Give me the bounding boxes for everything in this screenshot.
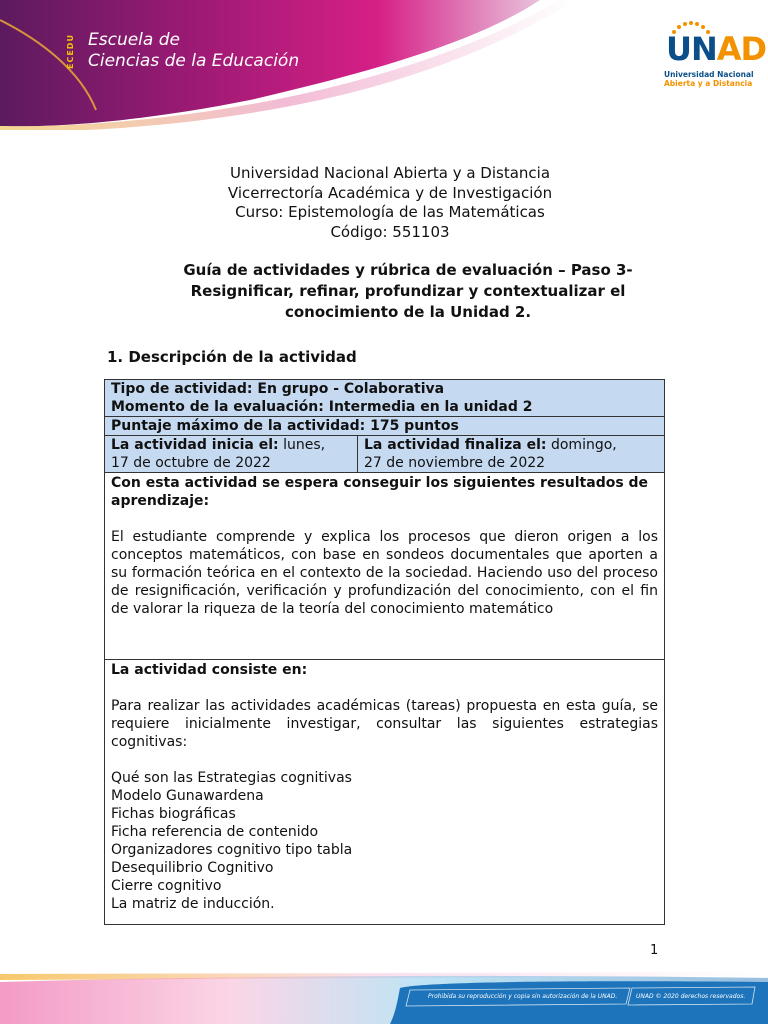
activity-type: Tipo de actividad: En grupo - Colaborativa: [111, 381, 445, 397]
start-date-cell: [105, 436, 358, 473]
course-code: Código: 551103: [330, 222, 450, 241]
guide-title: [168, 260, 648, 323]
learning-results-heading: Con esta actividad se espera conseguir los siguientes resultados de aprendizaje:: [111, 475, 649, 509]
learning-results-cell: [105, 473, 665, 660]
activity-consists-heading: La actividad consiste en:: [111, 662, 308, 678]
activity-table: [104, 379, 665, 925]
list-item: La matriz de inducción.: [111, 896, 275, 912]
guide-title-line3: conocimiento de la Unidad 2.: [284, 303, 532, 321]
footer-rights-notice: UNAD © 2020 derechos reservados.: [636, 993, 746, 1000]
logo-sub-line2: Abierta y a Distancia: [664, 79, 753, 88]
logo-sub-line1: Universidad Nacional: [664, 70, 754, 79]
ecedu-mark: ECEDU: [66, 34, 75, 70]
activity-type-cell: [105, 380, 665, 417]
page-footer: [0, 968, 768, 1024]
evaluation-moment: Momento de la evaluación: Intermedia en la unidad 2: [111, 399, 533, 415]
logo-word-ad: AD: [716, 30, 767, 68]
start-day: lunes,: [278, 437, 326, 453]
list-item: Qué son las Estrategias cognitivas: [111, 770, 352, 786]
vicerrectoria: Vicerrectoría Académica y de Investigación: [227, 183, 553, 202]
course-name: Curso: Epistemología de las Matemáticas: [235, 203, 545, 221]
page-number: 1: [650, 943, 659, 958]
section-heading: 1. Descripción de la actividad: [107, 348, 357, 366]
activity-consists-intro: Para realizar las actividades académicas (tareas) propuesta en esta guía, se requiere inicialmente investigar, consultar las siguientes estrategias cognitivas:: [111, 698, 658, 750]
logo-word-un: UN: [666, 30, 717, 68]
page-header: [0, 0, 768, 130]
unad-logo: [660, 18, 767, 98]
document-title: [120, 164, 660, 242]
guide-title-line1: Guía de actividades y rúbrica de evaluación – Paso 3-: [183, 261, 633, 279]
table-row: [105, 660, 665, 925]
unad-logo-subtitle: [664, 70, 754, 88]
end-label: La actividad finaliza el:: [364, 437, 547, 453]
table-row: [105, 380, 665, 417]
list-item: Modelo Gunawardena: [111, 788, 264, 804]
university-name: Universidad Nacional Abierta y a Distancia: [229, 164, 551, 182]
learning-results-text: El estudiante comprende y explica los procesos que dieron origen a los conceptos matemáticos, con base en sondeos documentales que aporten a su formación teórica en el contexto de la sociedad. Haciendo uso del proceso de resignificación, verificación y profundización del conocimiento, con el fin de valorar la riqueza de la teoría del conocimiento matemático: [111, 529, 658, 617]
end-day: domingo,: [546, 437, 617, 453]
school-name-line1: Escuela de: [88, 30, 180, 50]
footer-copyright-notice: Prohibida su reproducción y copia sin autorización de la UNAD.: [428, 993, 618, 1000]
school-name: [88, 30, 299, 72]
table-row: [105, 417, 665, 436]
school-name-line2: Ciencias de la Educación: [88, 51, 300, 71]
end-date-cell: [358, 436, 665, 473]
max-score: Puntaje máximo de la actividad: 175 puntos: [105, 417, 665, 436]
guide-title-line2: Resignificar, refinar, profundizar y contextualizar el: [190, 282, 626, 300]
end-date: 27 de noviembre de 2022: [364, 455, 546, 471]
list-item: Fichas biográficas: [111, 806, 236, 822]
table-row: [105, 473, 665, 660]
strategy-list: [111, 769, 658, 913]
list-item: Cierre cognitivo: [111, 878, 222, 894]
list-item: Organizadores cognitivo tipo tabla: [111, 842, 353, 858]
list-item: Desequilibrio Cognitivo: [111, 860, 274, 876]
unad-logo-word: [666, 30, 766, 68]
activity-consists-cell: [105, 660, 665, 925]
list-item: Ficha referencia de contenido: [111, 824, 319, 840]
table-row: [105, 436, 665, 473]
start-date: 17 de octubre de 2022: [111, 455, 271, 471]
start-label: La actividad inicia el:: [111, 437, 279, 453]
